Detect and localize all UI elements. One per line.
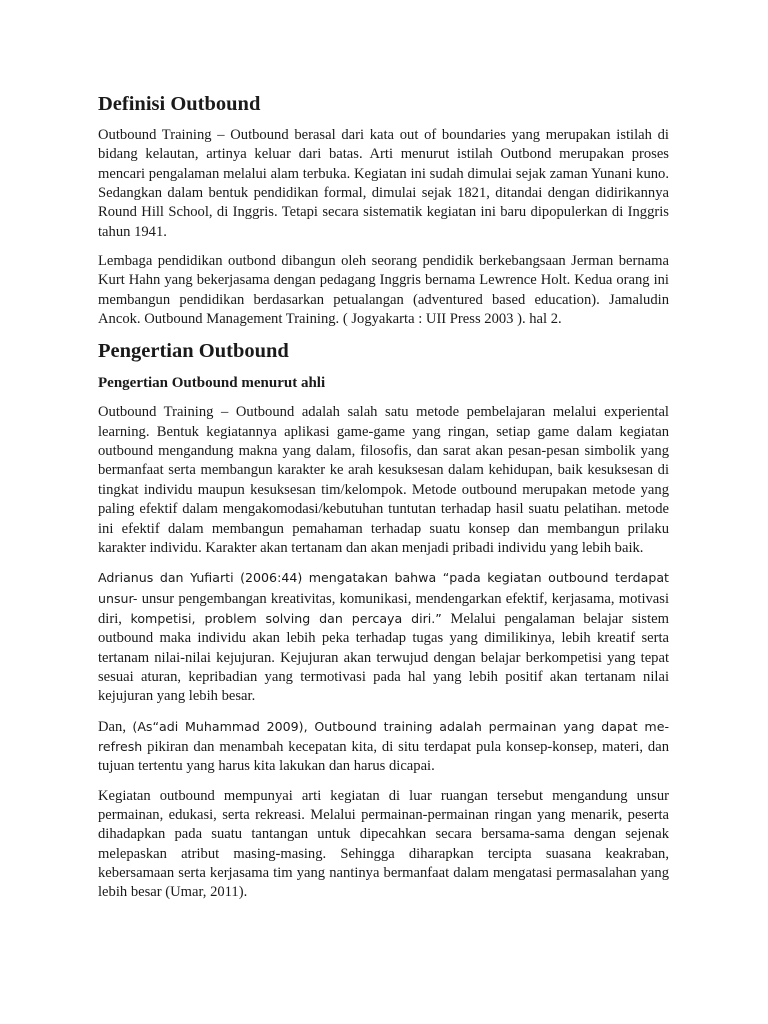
paragraph-pengertian-4: Kegiatan outbound mempunyai arti kegiatan di luar ruangan tersebut mengandung unsur permainan, edukasi, serta rekreasi. Melalui permainan-permainan ringan yang menarik, peserta dihadapkan pada suatu tantangan untuk dipecahkan secara bersama-sama dengan sejenak melepaskan atribut masing-masing. Sehingga diharapkan tercipta suasana keakraban, kebersamaan serta kerjasama tim yang nantinya bermanfaat dalam mengatasi permasalahan yang lebih besar (Umar, 2011). [98, 787, 669, 901]
paragraph-pengertian-3-rest: pikiran dan menambah kecepatan kita, di situ terdapat pula konsep-konsep, materi, dan tujuan tertentu yang harus kita lakukan dan harus dicapai. [98, 738, 669, 775]
heading-pengertian-outbound: Pengertian Outbound [98, 340, 289, 363]
paragraph-pengertian-3 [98, 717, 669, 777]
paragraph-pengertian-3-start: Dan, [98, 718, 133, 735]
paragraph-pengertian-1: Outbound Training – Outbound adalah salah satu metode pembelajaran melalui experiental learning. Bentuk kegiatannya aplikasi game-game yang ringan, setiap game dalam kegiatan outbound mengandung makna yang dalam, filosofis, dan sarat akan pesan-pesan simbolik yang bermanfaat serta membangun karakter ke arah kesuksesan dalam kehidupan, baik kesuksesan di tingkat individu maupun kesuksesan tim/kelompok. Metode outbound merupakan metode yang paling efektif dalam mengakomodasi/kebutuhan tuntutan terhadap hasil suatu pelatihan. metode ini efektif dalam membangun pemahaman terhadap suatu konsep dan membangun prilaku karakter individu. Karakter akan tertanam dan akan menjadi pribadi individu yang lebih baik. [98, 404, 669, 556]
paragraph-pengertian-2 [98, 568, 669, 706]
paragraph-definisi-2: Lembaga pendidikan outbond dibangun oleh seorang pendidik berkebangsaan Jerman bernama Kurt Hahn yang bekerjasama dengan pedagang Inggris bernama Lewrence Holt. Kedua orang ini membangun pendidikan berdasarkan petualangan (adventured based education). Jamaludin Ancok. Outbound Management Training. ( Jogyakarta : UII Press 2003 ). hal 2. [98, 253, 669, 328]
quote-adrianus-intro: Adrianus dan Yufiarti (2006:44) mengatakan bahwa “pada kegiatan outbound terdapat unsur- [98, 570, 669, 606]
quote-adrianus-end: kompetisi, problem solving dan percaya diri.” [130, 610, 442, 626]
citation-asadi-muhammad: (As“adi Muhammad 2009), Outbound training adalah permainan yang dapat me-refresh [98, 718, 669, 754]
heading-definisi-outbound: Definisi Outbound [98, 93, 261, 115]
subheading-pengertian-menurut-ahli: Pengertian Outbound menurut ahli [98, 375, 326, 392]
paragraph-pengertian-2-rest: Melalui pengalaman belajar sistem outbound maka individu akan lebih peka terhadap tugas yang dimilikinya, lebih kreatif serta tertanam nilai-nilai kejujuran. Kejujuran akan terwujud dengan belajar berkompetisi yang tepat sesuai aturan, kepribadian yang termotivasi pada hal yang lebih positif akan tertanam nilai kejujuran yang lebih besar. [98, 610, 669, 705]
quote-adrianus-middle: unsur pengembangan kreativitas, komunikasi, mendengarkan efektif, kerjasama, motivasi diri, [98, 590, 670, 627]
paragraph-definisi-1: Outbound Training – Outbound berasal dari kata out of boundaries yang merupakan istilah di bidang kelautan, artinya keluar dari batas. Arti menurut istilah Outbond merupakan proses mencari pengalaman melalui alam terbuka. Kegiatan ini sudah dimulai sejak zaman Yunani kuno. Sedangkan dalam bentuk pendidikan formal, dimulai sejak 1821, ditandai dengan didirikannya Round Hill School, di Inggris. Tetapi secara sistematik kegiatan ini baru dipopulerkan di Inggris tahun 1941. [98, 127, 669, 240]
